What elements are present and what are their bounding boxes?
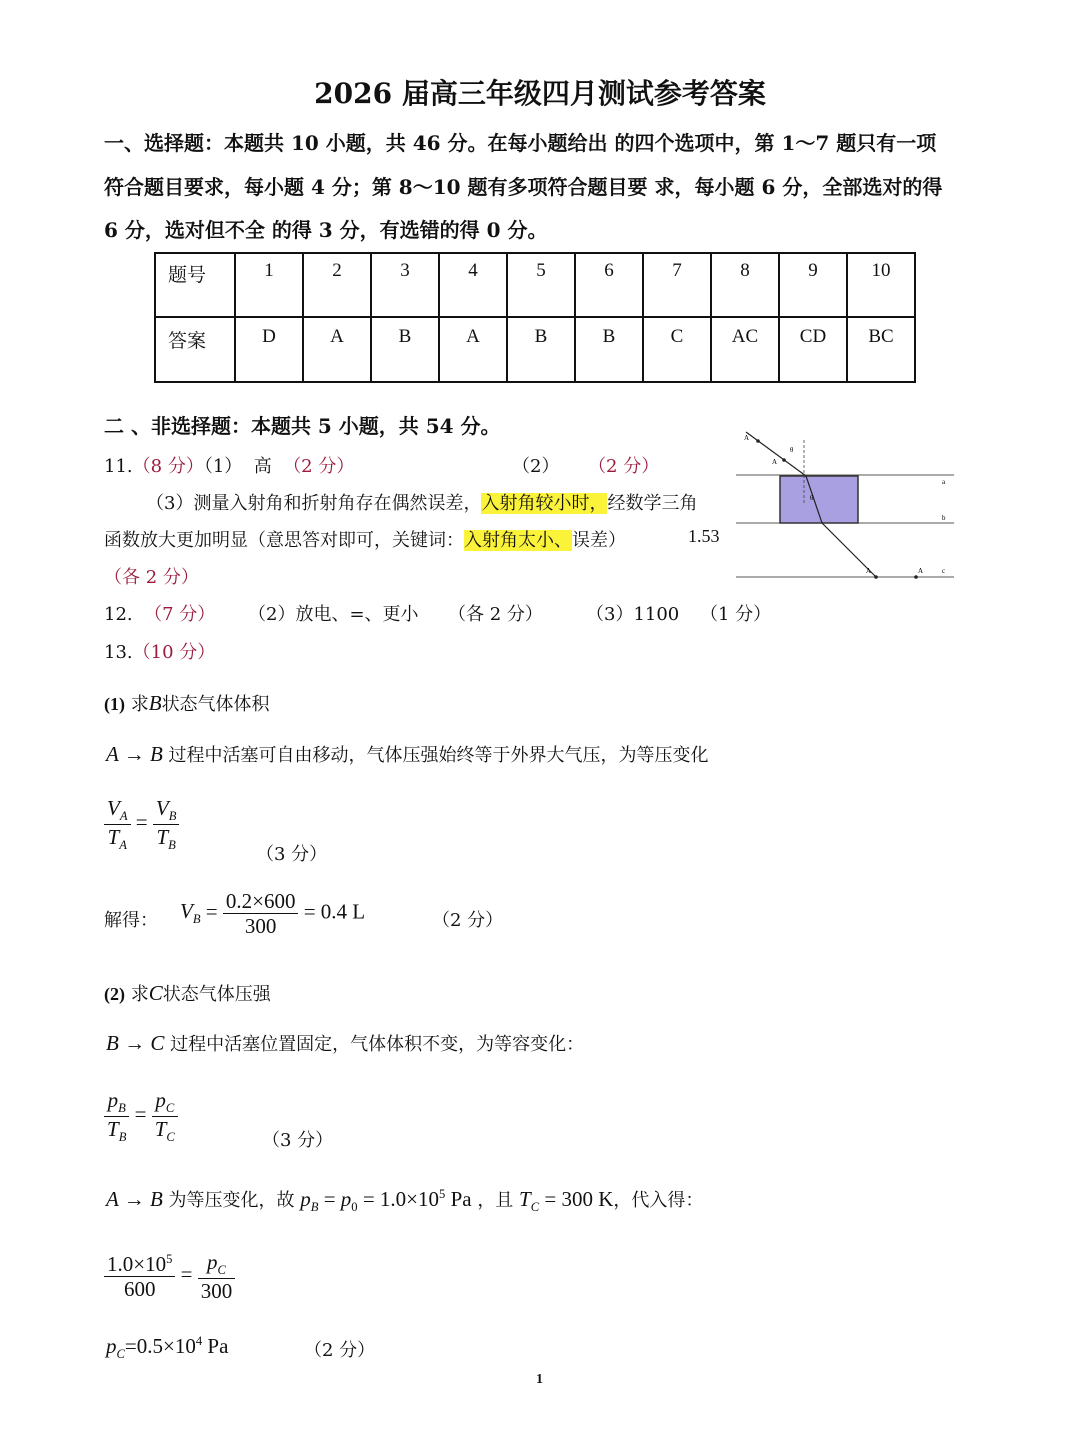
q11-each-score: （各 2 分） xyxy=(104,567,199,588)
figure-label: A xyxy=(772,458,778,466)
q13-part1-post: 状态气体体积 xyxy=(161,694,270,715)
eq-pc-result: $p_C=0.5\times 10^4$ Pa xyxy=(106,1334,229,1362)
solve-score: （2 分） xyxy=(432,910,504,931)
table-cell: 8 xyxy=(711,253,779,317)
solve-denominator: 300 xyxy=(244,914,277,939)
q13-isobaric-line: A → B 为等压变化，故 $p_B = p_0 = 1.0\times 10^5$ Pa ，且 $T_C = 300$ K，代入得： xyxy=(106,1187,704,1215)
figure-label: A xyxy=(918,567,924,575)
table-cell: 5 xyxy=(507,253,575,317)
q13-part1-pre: 求 xyxy=(130,694,149,715)
q12-score: （7 分） xyxy=(144,604,216,625)
frac3-rhs-den: 300 xyxy=(200,1278,233,1303)
q11-part2-score: （2 分） xyxy=(588,456,660,477)
q12-part3-score: （1 分） xyxy=(700,604,772,625)
q13-bc-text: 过程中活塞位置固定，气体体积不变，为等容变化： xyxy=(170,1034,585,1055)
table-cell: 1 xyxy=(235,253,303,317)
q11-part2-label: （2） xyxy=(512,456,560,477)
solve-numerator: 0.2×600 xyxy=(223,889,299,914)
q13-part2-label: (2) xyxy=(104,984,125,1004)
pc-score: （2 分） xyxy=(304,1340,376,1361)
q11-highlight-1: 入射角较小时， xyxy=(481,493,608,514)
eq2-score: （3 分） xyxy=(262,1130,334,1151)
q11-value: 1.53 xyxy=(688,526,720,546)
q12-number: 12. xyxy=(104,604,133,625)
table-cell: BC xyxy=(847,317,915,382)
figure-label: θ xyxy=(810,494,814,502)
q13-part2-var: C xyxy=(148,981,163,1005)
eq-substitute: $\frac{1.0\times 10^5}{600}$ = $\frac{p_C}{300}$ xyxy=(104,1250,235,1303)
figure-label: A xyxy=(866,567,872,575)
table-cell: A xyxy=(303,317,371,382)
q11-part1-label: （1） xyxy=(203,456,243,477)
table-cell: D xyxy=(235,317,303,382)
answer-table xyxy=(154,252,916,383)
q11-part3-post: 经数学三角 xyxy=(607,493,698,514)
table-row-answers xyxy=(155,317,915,382)
pc-unit: Pa xyxy=(207,1334,229,1358)
pin-point xyxy=(914,575,918,579)
frac3-den: 600 xyxy=(123,1276,156,1301)
figure-label: b xyxy=(942,514,946,522)
q13-number: 13. xyxy=(104,642,133,663)
solve-result: = 0.4 L xyxy=(303,899,366,924)
q11-highlight-2: 入射角太小、 xyxy=(464,530,572,551)
q11-number: 11. xyxy=(104,456,133,477)
section1-line2: 符合题目要求，每小题 4 分；第 8～10 题有多项符合题目要 求，每小题 6 分，全部选对的得 xyxy=(104,175,943,199)
table-cell: C xyxy=(643,317,711,382)
q13-ab-text: 过程中活塞可自由移动，气体压强始终等于外界大气压，为等压变化 xyxy=(168,745,709,766)
table-cell: 7 xyxy=(643,253,711,317)
table-cell: CD xyxy=(779,317,847,382)
q11-line1 xyxy=(104,452,354,478)
page-title: 2026 届高三年级四月测试参考答案 xyxy=(314,77,766,110)
process-ab-label: A → B xyxy=(106,742,163,766)
row-label-number: 题号 xyxy=(155,253,235,317)
pin-point xyxy=(756,439,760,443)
table-cell: B xyxy=(371,317,439,382)
q13-line xyxy=(104,638,215,664)
table-cell: 2 xyxy=(303,253,371,317)
section1-line1: 一、选择题：本题共 10 小题，共 46 分。在每小题给出 的四个选项中，第 1～7 题只有一项 xyxy=(104,131,937,155)
row-label-answer: 答案 xyxy=(155,317,235,382)
q12-line xyxy=(104,600,215,626)
q11-line3 xyxy=(104,526,626,552)
table-cell: 4 xyxy=(439,253,507,317)
q11-part2 xyxy=(512,452,659,478)
process-bc-label: B → C xyxy=(106,1031,165,1055)
q11-line3-post: 误差） xyxy=(572,530,626,551)
section2-header: 二 、非选择题：本题共 5 小题，共 54 分。 xyxy=(104,414,501,438)
pin-point xyxy=(782,458,786,462)
table-row-numbers xyxy=(155,253,915,317)
eq-solve-vb: $V_B$ = $\frac{0.2\times 600}{300}$ = 0.4 L xyxy=(180,889,366,939)
q13-bc-line xyxy=(106,1030,584,1056)
q13-part2-pre: 求 xyxy=(130,984,149,1005)
tc-value: = 300 K xyxy=(544,1187,614,1211)
frac3-num-exp: 5 xyxy=(166,1251,173,1266)
figure-label: a xyxy=(942,478,946,486)
q11-score: （8 分） xyxy=(132,456,204,477)
q13-part1-title xyxy=(104,690,270,716)
incident-ray xyxy=(746,432,806,476)
q13-part1-var: B xyxy=(148,691,162,715)
q12-part2-score: （各 2 分） xyxy=(448,604,543,625)
pc-exponent: 4 xyxy=(195,1334,203,1348)
table-cell: B xyxy=(507,317,575,382)
pin-point xyxy=(874,575,878,579)
q11-part1-score: （2 分） xyxy=(283,456,355,477)
figure-label: θ xyxy=(790,446,794,454)
q11-part1-answer: 高 xyxy=(253,456,272,477)
q13-part2-title xyxy=(104,980,271,1006)
page-number: 1 xyxy=(536,1372,543,1387)
section1-line3: 6 分，选对但不全 的得 3 分，有选错的得 0 分。 xyxy=(104,218,548,242)
pb-exponent: 5 xyxy=(439,1187,446,1201)
table-cell: 9 xyxy=(779,253,847,317)
q12-part2: （2）放电、=、更小 xyxy=(248,604,419,625)
table-cell: 6 xyxy=(575,253,643,317)
eq-gay-lussac-law: $\frac{p_B}{T_B}$ = $\frac{p_C}{T_C}$ xyxy=(104,1088,178,1144)
table-cell: AC xyxy=(711,317,779,382)
q11-line2 xyxy=(146,489,697,515)
pc-value: =0.5×10 xyxy=(124,1334,196,1358)
table-cell: 3 xyxy=(371,253,439,317)
q12-part3: （3）1100 xyxy=(586,604,680,625)
figure-label: c xyxy=(942,567,946,575)
q13-substitute-text: ，代入得： xyxy=(613,1190,704,1211)
figure-label: A xyxy=(744,434,750,442)
q11-line3-text: 函数放大更加明显（意思答对即可，关键词： xyxy=(104,530,464,551)
table-cell: A xyxy=(439,317,507,382)
table-cell: B xyxy=(575,317,643,382)
q11-part3-text: （3）测量入射角和折射角存在偶然误差， xyxy=(146,493,482,514)
pb-value: = 1.0×10 xyxy=(362,1187,440,1211)
process-ab-label: A → B xyxy=(106,1187,163,1211)
q13-part1-label: (1) xyxy=(104,694,125,714)
refraction-diagram xyxy=(736,420,958,585)
q13-and-text: ，且 xyxy=(477,1190,514,1211)
frac3-num-base: 1.0×10 xyxy=(107,1251,167,1276)
q13-ab-line xyxy=(106,741,709,767)
eq-charles-law: $\frac{V_A}{T_A}$ = $\frac{V_B}{T_B}$ xyxy=(104,796,179,852)
table-cell: 10 xyxy=(847,253,915,317)
eq1-score: （3 分） xyxy=(256,844,328,865)
q13-score: （10 分） xyxy=(132,642,216,663)
q13-part2-post: 状态气体压强 xyxy=(162,984,271,1005)
pb-unit: Pa xyxy=(450,1187,472,1211)
solve-label: 解得： xyxy=(104,910,158,931)
q13-iso-text: 为等压变化，故 xyxy=(168,1190,295,1211)
